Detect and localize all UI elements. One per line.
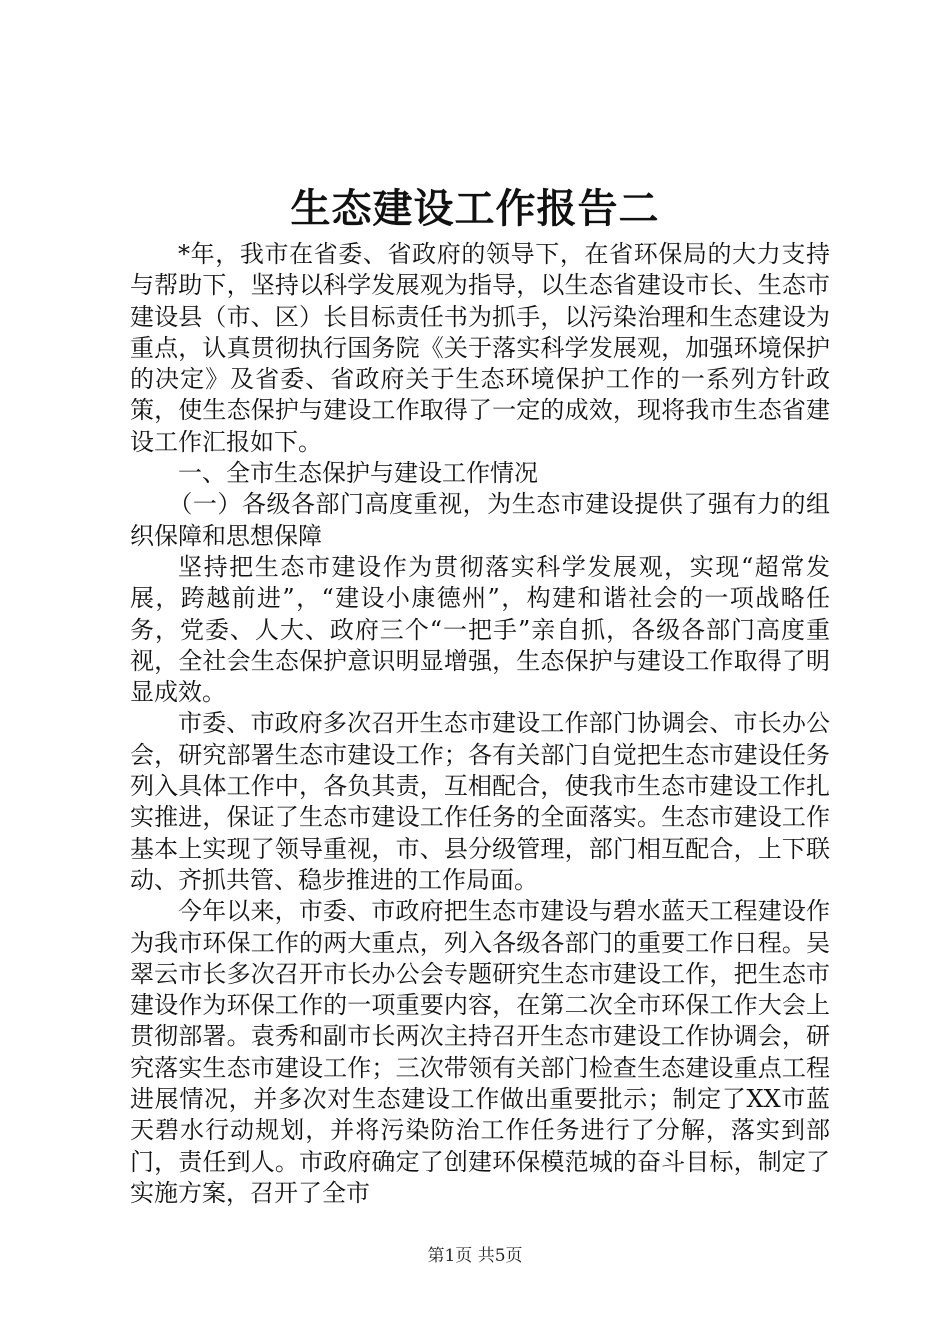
body-paragraph: 坚持把生态市建设作为贯彻落实科学发展观，实现“超常发展，跨越前进”，“建设小康德州”，构建和谐社会的一项战略任务，党委、人大、政府三个“一把手”亲自抓，各级各部门高度重视，全社会生态保护意识明显增强，生态保护与建设工作取得了明显成效。 (130, 552, 830, 707)
body-paragraph: 今年以来，市委、市政府把生态市建设与碧水蓝天工程建设作为我市环保工作的两大重点，列入各级各部门的重要工作日程。吴翠云市长多次召开市长办公会专题研究生态市建设工作，把生态市建设作为环保工作的一项重要内容，在第二次全市环保工作大会上贯彻部署。袁秀和副市长两次主持召开生态市建设工作协调会，研究落实生态市建设工作；三次带领有关部门检查生态建设重点工程进展情况，并多次对生态建设工作做出重要批示；制定了XX市蓝天碧水行动规划，并将污染防治工作任务进行了分解，落实到部门，责任到人。市政府确定了创建环保模范城的奋斗目标，制定了实施方案，召开了全市 (130, 897, 830, 1207)
intro-paragraph: *年，我市在省委、省政府的领导下，在省环保局的大力支持与帮助下，坚持以科学发展观为指导，以生态省建设市长、生态市建设县（市、区）长目标责任书为抓手，以污染治理和生态建设为重点，认真贯彻执行国务院《关于落实科学发展观，加强环境保护的决定》及省委、省政府关于生态环境保护工作的一系列方针政策，使生态保护与建设工作取得了一定的成效，现将我市生态省建设工作汇报如下。 (130, 240, 830, 456)
section-heading: 一、全市生态保护与建设工作情况 (178, 459, 538, 488)
body-paragraph: 市委、市政府多次召开生态市建设工作部门协调会、市长办公会，研究部署生态市建设工作；各有关部门自觉把生态市建设任务列入具体工作中，各负其责，互相配合，使我市生态市建设工作扎实推进，保证了生态市建设工作任务的全面落实。生态市建设工作基本上实现了领导重视，市、县分级管理，部门相互配合，上下联动、齐抓共管、稳步推进的工作局面。 (130, 709, 830, 894)
page-footer: 第1页 共5页 (427, 1246, 523, 1266)
document-body (130, 239, 830, 1209)
document-title: 生态建设工作报告二 (290, 185, 660, 232)
subsection-heading: （一）各级各部门高度重视，为生态市建设提供了强有力的组织保障和思想保障 (130, 490, 830, 550)
